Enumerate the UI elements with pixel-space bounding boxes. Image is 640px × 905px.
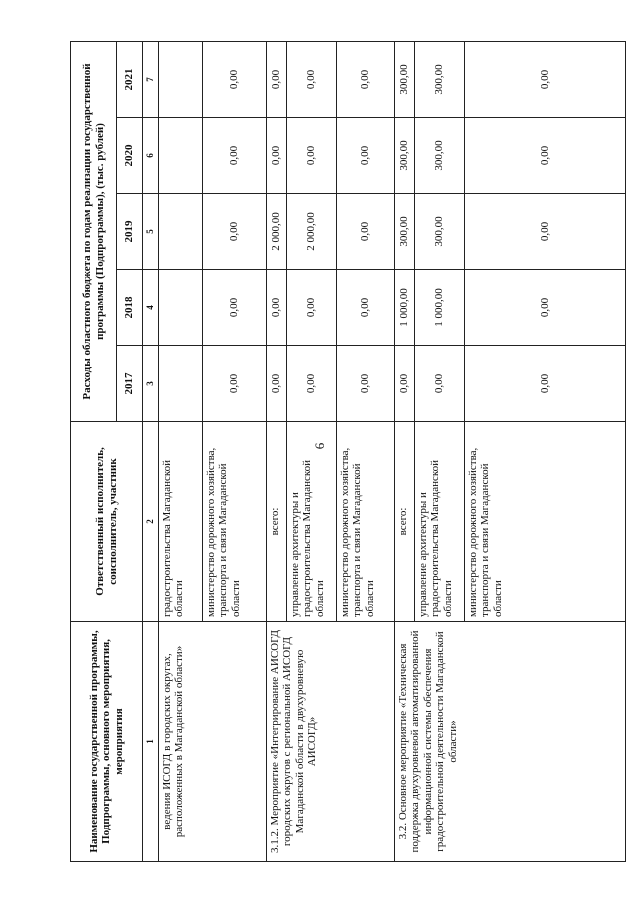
- value-cell: 0,00: [464, 346, 626, 422]
- column-number: 3: [143, 346, 159, 422]
- value-cell: [158, 346, 202, 422]
- value-cell: 2 000,00: [286, 194, 336, 270]
- value-cell: 0,00: [464, 194, 626, 270]
- value-cell: 0,00: [394, 346, 414, 422]
- value-cell: 0,00: [286, 42, 336, 118]
- value-cell: 0,00: [286, 270, 336, 346]
- value-cell: 0,00: [286, 118, 336, 194]
- executor: управление архитектуры и градостроительства Магаданской области: [414, 422, 464, 622]
- header-name: Наименование государственной программы, Подпрограммы, основного мероприятия, мероприятия: [71, 622, 143, 862]
- header-executor: Ответственный исполнитель, соисполнитель, участник: [71, 422, 143, 622]
- value-cell: [158, 42, 202, 118]
- value-cell: [158, 194, 202, 270]
- value-cell: 0,00: [202, 194, 266, 270]
- executor: министерство дорожного хозяйства, транспорта и связи Магаданской области: [336, 422, 394, 622]
- value-cell: 0,00: [266, 118, 286, 194]
- budget-table-container: [70, 42, 626, 862]
- executor: министерство дорожного хозяйства, транспорта и связи Магаданской области: [202, 422, 266, 622]
- value-cell: [158, 270, 202, 346]
- value-cell: 0,00: [464, 118, 626, 194]
- value-cell: 0,00: [336, 346, 394, 422]
- value-cell: 1 000,00: [414, 270, 464, 346]
- executor: всего:: [266, 422, 286, 622]
- column-number: 5: [143, 194, 159, 270]
- activity-name: 3.1.2. Мероприятие «Интегрирование АИСОГД городских округов с региональной АИСОГД Магаданской области в двухуровневую АИСОГД»: [266, 622, 394, 862]
- value-cell: 0,00: [202, 118, 266, 194]
- header-year: 2021: [117, 42, 143, 118]
- value-cell: 0,00: [286, 346, 336, 422]
- header-year: 2020: [117, 118, 143, 194]
- value-cell: 1 000,00: [394, 270, 414, 346]
- value-cell: 0,00: [266, 42, 286, 118]
- value-cell: 0,00: [266, 270, 286, 346]
- value-cell: 0,00: [464, 42, 626, 118]
- header-budget: Расходы областного бюджета по годам реализации государственной программы (Подпрограммы), (тыс. рублей): [71, 42, 117, 422]
- value-cell: 0,00: [414, 346, 464, 422]
- column-number: 2: [143, 422, 159, 622]
- executor: управление архитектуры и градостроительства Магаданской области: [286, 422, 336, 622]
- value-cell: 0,00: [202, 270, 266, 346]
- column-numbers-row: [143, 42, 159, 862]
- value-cell: 0,00: [266, 346, 286, 422]
- column-number: 7: [143, 42, 159, 118]
- value-cell: 2 000,00: [266, 194, 286, 270]
- value-cell: 0,00: [464, 270, 626, 346]
- table-row: [158, 42, 202, 862]
- value-cell: [158, 118, 202, 194]
- value-cell: 0,00: [202, 346, 266, 422]
- value-cell: 0,00: [336, 270, 394, 346]
- budget-table: [70, 41, 626, 862]
- table-row: [394, 42, 414, 862]
- executor: министерство дорожного хозяйства, транспорта и связи Магаданской области: [464, 422, 626, 622]
- header-year: 2019: [117, 194, 143, 270]
- executor: всего:: [394, 422, 414, 622]
- value-cell: 300,00: [414, 194, 464, 270]
- value-cell: 300,00: [394, 194, 414, 270]
- table-row: [266, 42, 286, 862]
- column-number: 6: [143, 118, 159, 194]
- value-cell: 0,00: [336, 194, 394, 270]
- activity-name: ведения ИСОГД в городских округах, расположенных в Магаданской области»: [158, 622, 266, 862]
- value-cell: 300,00: [414, 42, 464, 118]
- value-cell: 300,00: [414, 118, 464, 194]
- column-number: 1: [143, 622, 159, 862]
- value-cell: 0,00: [336, 42, 394, 118]
- activity-name: 3.2. Основное мероприятие «Техническая поддержка двухуровневой автоматизированной информационной системы обеспечения градостроительной деятельности Магаданской области»: [394, 622, 626, 862]
- value-cell: 300,00: [394, 118, 414, 194]
- page-number: 6: [312, 442, 327, 450]
- value-cell: 0,00: [202, 42, 266, 118]
- value-cell: 0,00: [336, 118, 394, 194]
- executor: градостроительства Магаданской области: [158, 422, 202, 622]
- value-cell: 300,00: [394, 42, 414, 118]
- header-year: 2018: [117, 270, 143, 346]
- header-year: 2017: [117, 346, 143, 422]
- column-number: 4: [143, 270, 159, 346]
